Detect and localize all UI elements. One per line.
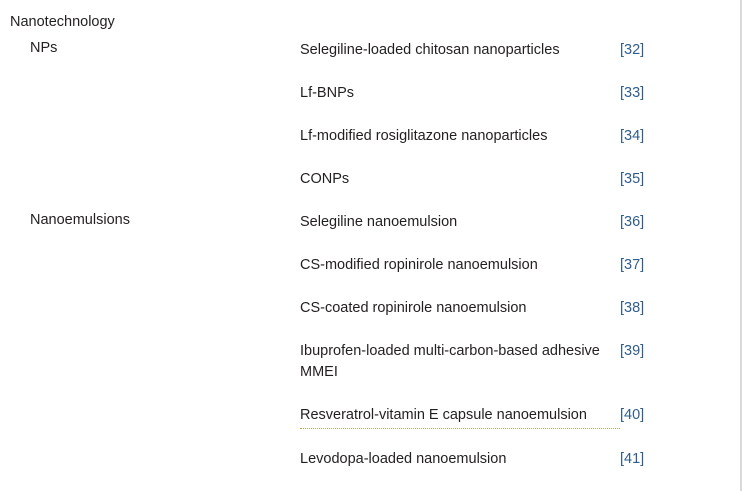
table-row (0, 38, 700, 63)
row-spacer (0, 192, 700, 210)
reference-link[interactable]: [38] (620, 300, 645, 316)
nanotechnology-table (0, 38, 700, 472)
item-text: CS-coated ropinirole nanoemulsion (300, 300, 527, 316)
row-spacer (0, 321, 700, 339)
reference-link[interactable]: [37] (620, 257, 645, 273)
item-text: Levodopa-loaded nanoemulsion (300, 451, 507, 467)
reference-link[interactable]: [35] (620, 171, 645, 187)
table-row (0, 339, 700, 385)
table-row (0, 81, 700, 106)
item-text: Selegiline nanoemulsion (300, 214, 458, 230)
item-text: CS-modified ropinirole nanoemulsion (300, 257, 538, 273)
reference-link[interactable]: [36] (620, 214, 645, 230)
reference-link[interactable]: [33] (620, 85, 645, 101)
row-spacer (0, 149, 700, 167)
table-row (0, 210, 700, 235)
table-row (0, 124, 700, 149)
group-label: Nanoemulsions (30, 212, 130, 228)
table-row (0, 167, 700, 192)
item-text: Selegiline-loaded chitosan nanoparticles (300, 42, 560, 58)
row-spacer (0, 278, 700, 296)
table-row (0, 447, 700, 472)
group-label: NPs (30, 40, 58, 56)
item-text: CONPs (300, 171, 350, 187)
section-title: Nanotechnology (10, 14, 115, 30)
table-row (0, 296, 700, 321)
table-row (0, 403, 700, 429)
reference-link[interactable]: [32] (620, 42, 645, 58)
item-text: Lf-modified rosiglitazone nanoparticles (300, 128, 548, 144)
row-spacer (0, 385, 700, 403)
item-text: Lf-BNPs (300, 85, 354, 101)
reference-link[interactable]: [41] (620, 451, 645, 467)
table-row (0, 253, 700, 278)
item-text: Resveratrol-vitamin E capsule nanoemulsion (300, 403, 620, 429)
row-spacer (0, 63, 700, 81)
item-text: Ibuprofen-loaded multi-carbon-based adhesive MMEI (300, 343, 600, 380)
row-spacer (0, 235, 700, 253)
reference-link[interactable]: [34] (620, 128, 645, 144)
row-spacer (0, 429, 700, 447)
reference-link[interactable]: [40] (620, 407, 645, 423)
reference-link[interactable]: [39] (620, 343, 645, 359)
row-spacer (0, 106, 700, 124)
